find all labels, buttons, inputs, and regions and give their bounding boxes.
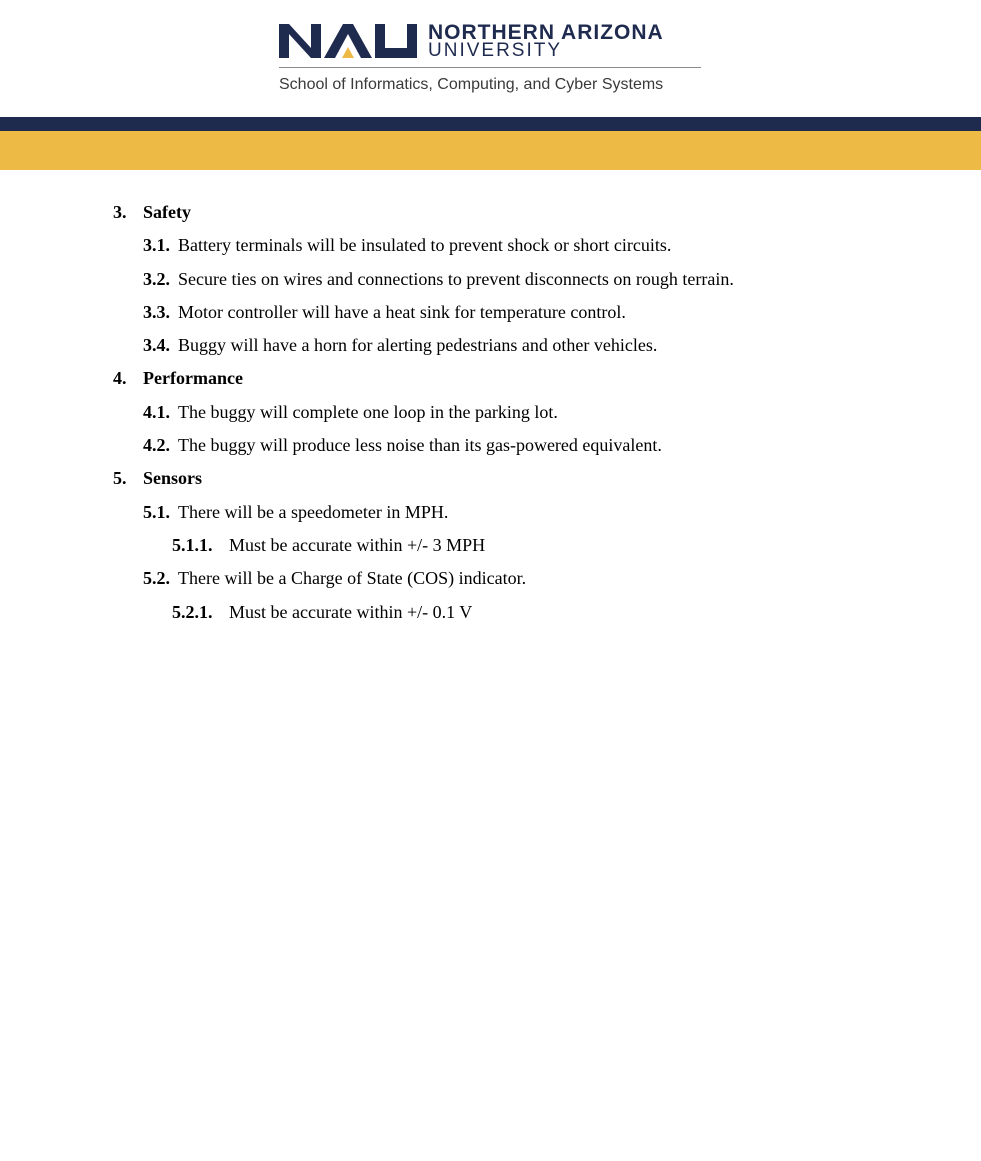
item-number: 3.4. — [143, 335, 170, 356]
item-text: The buggy will produce less noise than its gas-powered equivalent. — [178, 435, 662, 456]
item-number: 5.2.1. — [172, 601, 213, 622]
item-number: 4. — [113, 368, 127, 389]
item-text: There will be a Charge of State (COS) indicator. — [178, 568, 527, 589]
item-text: Must be accurate within +/- 0.1 V — [229, 601, 473, 622]
section-heading: Performance — [143, 368, 243, 389]
outline-item-5 — [0, 464, 981, 497]
item-number: 5.2. — [143, 568, 170, 589]
item-text: Secure ties on wires and connections to prevent disconnects on rough terrain. — [178, 268, 734, 289]
school-name: School of Informatics, Computing, and Cyber Systems — [279, 76, 664, 93]
outline-item-5-1-1 — [0, 531, 981, 564]
item-text: The buggy will complete one loop in the parking lot. — [178, 401, 558, 422]
item-number: 3.3. — [143, 301, 170, 322]
page-header — [0, 0, 981, 116]
item-text: Battery terminals will be insulated to prevent shock or short circuits. — [178, 235, 672, 256]
outline-item-4-2 — [0, 431, 981, 464]
outline-item-5-1 — [0, 498, 981, 531]
requirements-outline — [0, 198, 981, 631]
outline-item-5-2-1 — [0, 598, 981, 631]
outline-item-3-3 — [0, 298, 981, 331]
header-band-gold — [0, 131, 981, 170]
item-text: Motor controller will have a heat sink for temperature control. — [178, 301, 626, 322]
item-number: 3.2. — [143, 268, 170, 289]
outline-item-4 — [0, 364, 981, 397]
item-number: 4.1. — [143, 401, 170, 422]
item-number: 5.1. — [143, 501, 170, 522]
university-name: NORTHERN ARIZONA — [428, 21, 664, 44]
outline-item-3-2 — [0, 265, 981, 298]
nau-logo-mark — [279, 22, 419, 60]
item-text: Must be accurate within +/- 3 MPH — [229, 534, 486, 555]
nau-logo — [279, 22, 703, 97]
header-divider — [279, 67, 701, 68]
section-heading: Sensors — [143, 468, 203, 489]
outline-item-3-4 — [0, 331, 981, 364]
item-number: 3. — [113, 202, 127, 222]
item-number: 5.1.1. — [172, 534, 213, 555]
item-text: Buggy will have a horn for alerting pedestrians and other vehicles. — [178, 335, 658, 356]
outline-item-3-1 — [0, 231, 981, 264]
university-subname: UNIVERSITY — [428, 40, 563, 61]
header-band-navy — [0, 117, 981, 131]
outline-item-3 — [0, 198, 981, 231]
section-heading: Safety — [143, 202, 191, 222]
outline-item-4-1 — [0, 398, 981, 431]
item-number: 3.1. — [143, 235, 170, 256]
outline-item-5-2 — [0, 564, 981, 597]
item-number: 5. — [113, 468, 127, 489]
item-number: 4.2. — [143, 435, 170, 456]
item-text: There will be a speedometer in MPH. — [178, 501, 449, 522]
